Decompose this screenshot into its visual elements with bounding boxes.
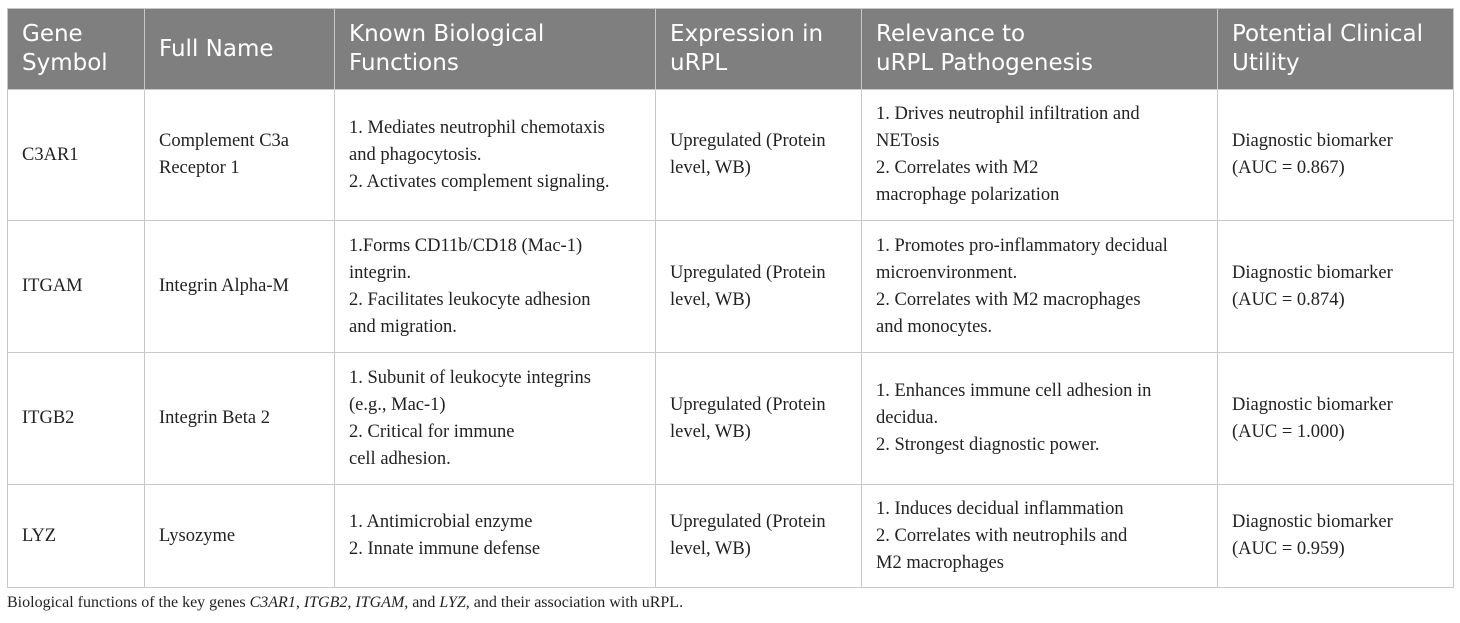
cell-gene-symbol: ITGAM: [8, 221, 145, 353]
caption-separator: ,: [347, 594, 356, 611]
cell-relevance: 1. Enhances immune cell adhesion in decidua. 2. Strongest diagnostic power.: [862, 353, 1218, 485]
cell-expression: Upregulated (Protein level, WB): [656, 353, 862, 485]
cell-full-name: Lysozyme: [145, 485, 335, 588]
gene-table: [7, 8, 1454, 588]
table-row: [8, 221, 1454, 353]
cell-relevance: 1. Drives neutrophil infiltration and NETosis 2. Correlates with M2 macrophage polarization: [862, 90, 1218, 221]
cell-relevance: 1. Induces decidual inflammation 2. Correlates with neutrophils and M2 macrophages: [862, 485, 1218, 588]
cell-functions: 1. Subunit of leukocyte integrins (e.g., Mac-1) 2. Critical for immune cell adhesion.: [335, 353, 656, 485]
header-row: [8, 9, 1454, 90]
header-clinical-utility: Potential Clinical Utility: [1218, 9, 1454, 90]
header-known-functions: Known Biological Functions: [335, 9, 656, 90]
cell-gene-symbol: C3AR1: [8, 90, 145, 221]
cell-gene-symbol: ITGB2: [8, 353, 145, 485]
header-expression: Expression in uRPL: [656, 9, 862, 90]
cell-gene-symbol: LYZ: [8, 485, 145, 588]
caption-gene-lyz: LYZ: [439, 594, 466, 611]
cell-clinical-utility: Diagnostic biomarker (AUC = 0.874): [1218, 221, 1454, 353]
cell-clinical-utility: Diagnostic biomarker (AUC = 1.000): [1218, 353, 1454, 485]
header-relevance: Relevance to uRPL Pathogenesis: [862, 9, 1218, 90]
cell-full-name: Complement C3a Receptor 1: [145, 90, 335, 221]
table-row: [8, 485, 1454, 588]
caption-gene-itgb2: ITGB2: [303, 594, 348, 611]
cell-relevance: 1. Promotes pro-inflammatory decidual microenvironment. 2. Correlates with M2 macrophages and monocytes.: [862, 221, 1218, 353]
table-container: [7, 8, 1453, 588]
header-gene-symbol: Gene Symbol: [8, 9, 145, 90]
cell-full-name: Integrin Alpha-M: [145, 221, 335, 353]
caption-prefix: Biological functions of the key genes: [7, 594, 250, 611]
table-caption: [7, 594, 683, 612]
cell-functions: 1. Antimicrobial enzyme 2. Innate immune defense: [335, 485, 656, 588]
cell-expression: Upregulated (Protein level, WB): [656, 221, 862, 353]
caption-separator: ,: [295, 594, 304, 611]
cell-expression: Upregulated (Protein level, WB): [656, 485, 862, 588]
cell-functions: 1. Mediates neutrophil chemotaxis and phagocytosis. 2. Activates complement signaling.: [335, 90, 656, 221]
caption-separator: , and: [404, 594, 440, 611]
table-row: [8, 90, 1454, 221]
cell-clinical-utility: Diagnostic biomarker (AUC = 0.867): [1218, 90, 1454, 221]
header-full-name: Full Name: [145, 9, 335, 90]
cell-full-name: Integrin Beta 2: [145, 353, 335, 485]
cell-clinical-utility: Diagnostic biomarker (AUC = 0.959): [1218, 485, 1454, 588]
cell-expression: Upregulated (Protein level, WB): [656, 90, 862, 221]
table-row: [8, 353, 1454, 485]
caption-gene-itgam: ITGAM: [355, 594, 405, 611]
caption-suffix: , and their association with uRPL.: [465, 594, 684, 611]
cell-functions: 1.Forms CD11b/CD18 (Mac-1) integrin. 2. Facilitates leukocyte adhesion and migration.: [335, 221, 656, 353]
caption-gene-c3ar1: C3AR1: [249, 594, 296, 611]
